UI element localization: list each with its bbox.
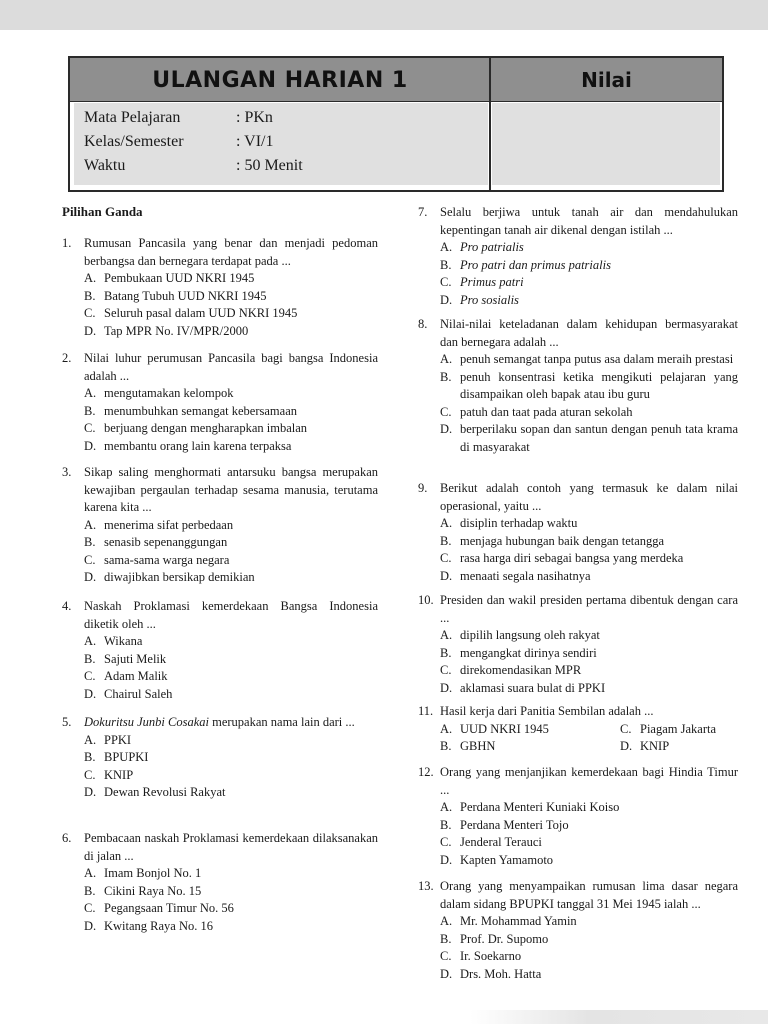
option-b: B. GBHN [440, 739, 496, 753]
question-number: 8. [418, 317, 428, 331]
question-2 [62, 350, 378, 455]
option-d: D. Tap MPR No. IV/MPR/2000 [84, 323, 249, 338]
option-c: C. Pegangsaan Timur No. 56 [84, 901, 234, 915]
option-a: A. UUD NKRI 1945 [440, 721, 549, 736]
option-d: D. Pro sosialis [440, 292, 519, 307]
question-number: 11. [418, 704, 434, 718]
question-stem: Berikut adalah contoh yang termasuk ke dalam nilai operasional, yaitu ... [440, 481, 738, 513]
question-number: 3. [62, 465, 72, 479]
question-stem-italic: Dokuritsu Junbi Cosakai [84, 715, 209, 729]
subject-value: : PKn [236, 109, 273, 126]
option-b: B. penuh konsentrasi ketika mengikuti pelajaran yang disampaikan oleh bapak atau ibu guru [440, 369, 738, 401]
question-stem: Presiden dan wakil presiden pertama dibentuk dengan cara ... [440, 593, 738, 625]
question-number: 1. [62, 236, 72, 250]
option-c: C. KNIP [84, 767, 134, 782]
question-1 [62, 235, 378, 340]
option-a: A. mengutamakan kelompok [84, 386, 234, 400]
option-a: A. Mr. Mohammad Yamin [440, 914, 577, 928]
option-d: D. diwajibkan bersikap demikian [84, 570, 255, 584]
question-4 [62, 598, 378, 703]
question-stem: Dokuritsu Junbi Cosakai merupakan nama lain dari ... [84, 715, 355, 729]
option-c: C. sama-sama warga negara [84, 552, 230, 567]
option-b: B. Sajuti Melik [84, 651, 167, 666]
question-number: 6. [62, 831, 72, 845]
option-b: B. Batang Tubuh UUD NKRI 1945 [84, 288, 267, 303]
option-a: A. dipilih langsung oleh rakyat [440, 628, 600, 642]
exam-title: ULANGAN HARIAN 1 [152, 67, 408, 93]
option-b: B. Cikini Raya No. 15 [84, 883, 202, 898]
section-title: Pilihan Ganda [62, 204, 143, 219]
question-stem: Orang yang menyampaikan rumusan lima dasar negara dalam sidang BPUPKI tanggal 31 Mei 1945 ialah ... [440, 879, 738, 911]
option-c: C. Adam Malik [84, 669, 168, 683]
option-a: A. Pro patrialis [440, 240, 524, 254]
question-5 [62, 714, 378, 802]
question-number: 9. [418, 481, 428, 495]
option-b: B. senasib sepenanggungan [84, 535, 228, 549]
option-a: A. Perdana Menteri Kuniaki Koiso [440, 800, 620, 814]
time-label: Waktu [84, 157, 126, 174]
option-d: D. aklamasi suara bulat di PPKI [440, 680, 606, 695]
question-stem: Rumusan Pancasila yang benar dan menjadi pedoman berbangsa dan bernegara terdapat pada ... [84, 236, 378, 268]
option-c: C. Primus patri [440, 275, 524, 289]
option-c: C. Seluruh pasal dalam UUD NKRI 1945 [84, 306, 298, 320]
option-a: A. menerima sifat perbedaan [84, 517, 234, 532]
option-a: A. Imam Bonjol No. 1 [84, 866, 202, 880]
question-stem: Selalu berjiwa untuk tanah air dan mendahulukan kepentingan tanah air dikenal dengan istilah ... [440, 205, 738, 237]
question-3 [62, 464, 378, 587]
question-number: 7. [418, 205, 428, 219]
option-a: A. PPKI [84, 732, 132, 747]
score-box [492, 103, 720, 185]
option-d: D. KNIP [620, 739, 670, 753]
question-stem: Hasil kerja dari Panitia Sembilan adalah ... [440, 704, 654, 718]
option-row-2 [440, 738, 738, 756]
question-number: 4. [62, 599, 72, 613]
question-number: 2. [62, 351, 72, 365]
question-number: 5. [62, 715, 72, 729]
question-stem: Orang yang menjanjikan kemerdekaan bagi Hindia Timur ... [440, 765, 738, 797]
option-c: C. rasa harga diri sebagai bangsa yang merdeka [440, 551, 684, 565]
question-stem: Sikap saling menghormati antarsuku bangsa merupakan kewajiban pergaulan terhadap sesama manusia, terutama karena kita ... [84, 465, 378, 514]
score-label: Nilai [581, 68, 632, 92]
question-9 [418, 480, 738, 585]
option-row-1 [440, 721, 738, 739]
option-b: B. mengangkat dirinya sendiri [440, 645, 597, 660]
option-c: C. berjuang dengan mengharapkan imbalan [84, 421, 308, 435]
question-6 [62, 830, 378, 935]
subject-label: Mata Pelajaran [84, 109, 181, 126]
option-c: C. Ir. Soekarno [440, 949, 522, 963]
question-13 [418, 878, 738, 983]
option-b: B. Perdana Menteri Tojo [440, 817, 569, 832]
bottom-band [470, 1010, 768, 1024]
class-label: Kelas/Semester [84, 133, 184, 150]
option-c: C. Jenderal Terauci [440, 835, 542, 849]
option-d: D. menaati segala nasihatnya [440, 568, 591, 583]
question-12 [418, 764, 738, 869]
option-b: B. Pro patri dan primus patrialis [440, 257, 611, 272]
option-d: D. Kwitang Raya No. 16 [84, 918, 214, 933]
question-stem: Naskah Proklamasi kemerdekaan Bangsa Indonesia diketik oleh ... [84, 599, 378, 631]
question-stem: Nilai luhur perumusan Pancasila bagi bangsa Indonesia adalah ... [84, 351, 378, 383]
question-11 [418, 703, 738, 756]
option-a: A. disiplin terhadap waktu [440, 516, 578, 530]
info-area [74, 103, 488, 185]
header-row [70, 58, 722, 102]
option-c: C. patuh dan taat pada aturan sekolah [440, 404, 633, 419]
option-d: D. Dewan Revolusi Rakyat [84, 785, 226, 799]
option-b: B. BPUPKI [84, 750, 149, 764]
option-b: B. menjaga hubungan baik dengan tetangga [440, 533, 665, 548]
option-d: D. berperilaku sopan dan santun dengan penuh tata krama di masyarakat [440, 422, 738, 454]
time-value: : 50 Menit [236, 157, 303, 174]
question-10 [418, 592, 738, 697]
question-8 [418, 316, 738, 456]
option-d: D. membantu orang lain karena terpaksa [84, 438, 292, 453]
column-divider [489, 58, 491, 190]
option-d: D. Chairul Saleh [84, 686, 173, 701]
option-b: B. menumbuhkan semangat kebersamaan [84, 403, 297, 418]
class-value: : VI/1 [236, 133, 274, 150]
option-b: B. Prof. Dr. Supomo [440, 931, 549, 946]
option-c: C. Piagam Jakarta [620, 721, 717, 736]
question-7 [418, 204, 738, 309]
top-band [0, 0, 768, 30]
option-a: A. Wikana [84, 634, 143, 648]
option-d: D. Kapten Yamamoto [440, 852, 554, 867]
question-number: 10. [418, 593, 434, 607]
option-d: D. Drs. Moh. Hatta [440, 966, 542, 981]
question-stem: Nilai-nilai keteladanan dalam kehidupan bermasyarakat dan bernegara adalah ... [440, 317, 738, 349]
question-number: 12. [418, 765, 434, 779]
question-number: 13. [418, 879, 434, 893]
question-stem: Pembacaan naskah Proklamasi kemerdekaan dilaksanakan di jalan ... [84, 831, 378, 863]
option-a: A. Pembukaan UUD NKRI 1945 [84, 271, 255, 285]
option-a: A. penuh semangat tanpa putus asa dalam meraih prestasi [440, 352, 734, 366]
header-table [68, 56, 724, 192]
option-c: C. direkomendasikan MPR [440, 663, 582, 677]
